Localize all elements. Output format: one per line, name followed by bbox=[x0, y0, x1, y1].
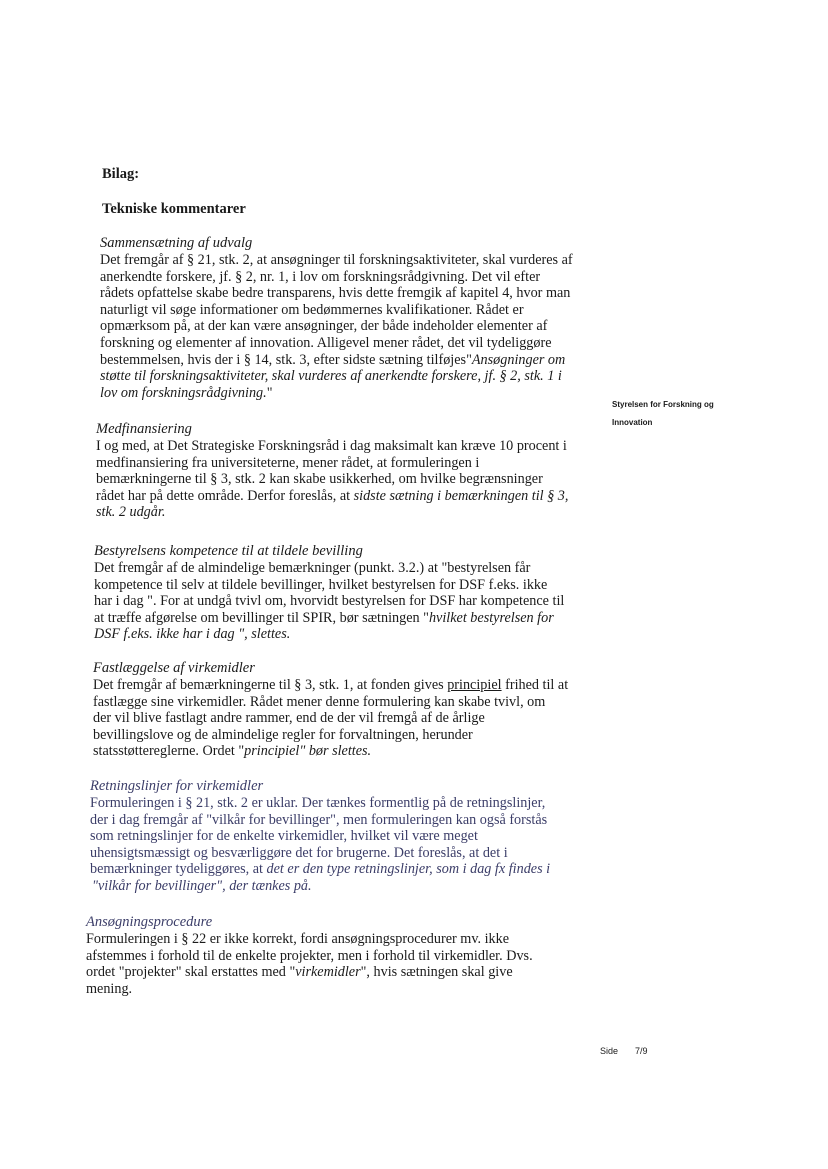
section-line: Det fremgår af bemærkningerne til § 3, stk. 1, at fonden gives principiel frihed til at bbox=[93, 677, 569, 693]
page-label: Side bbox=[600, 1046, 619, 1056]
section-line: ordet "projekter" skal erstattes med "virkemidler", hvis sætningen skal give bbox=[86, 964, 513, 981]
section-line: naturligt vil søge informationer om bedømmernes kvalifikationer. Rådet er bbox=[100, 301, 524, 318]
section-line: støtte til forskningsaktiviteter, skal vurderes af anerkendte forskere, jf. § 2, stk. 1 i bbox=[100, 368, 562, 385]
section-line: DSF f.eks. ikke har i dag ", slettes. bbox=[94, 626, 291, 643]
section-line: fastlægge sine virkemidler. Rådet mener denne formulering kan skabe tvivl, om bbox=[93, 693, 546, 710]
section-line: mening. bbox=[86, 980, 133, 997]
organization-line: Innovation bbox=[612, 418, 653, 427]
section-line: I og med, at Det Strategiske Forskningsråd i dag maksimalt kan kræve 10 procent i bbox=[96, 438, 567, 454]
organization-line: Styrelsen for Forskning og bbox=[612, 400, 714, 409]
section-heading: Retningslinjer for virkemidler bbox=[90, 778, 264, 794]
section-line: at træffe afgørelse om bevillinger til SPIR, bør sætningen "hvilket bestyrelsen for bbox=[94, 609, 554, 626]
section-line: lov om forskningsrådgivning." bbox=[100, 384, 273, 401]
section-line: som retningslinjer for de enkelte virkemidler, hvilket vil være meget bbox=[90, 828, 478, 845]
page-subtitle: Tekniske kommentarer bbox=[102, 201, 246, 217]
page-number: 7/9 bbox=[635, 1046, 648, 1056]
section-line: medfinansiering fra universiteterne, mener rådet, at formuleringen i bbox=[96, 454, 480, 471]
section-line: bemærkninger tydeliggøres, at det er den type retningslinjer, som i dag fx findes i bbox=[90, 861, 551, 878]
section-heading: Bestyrelsens kompetence til at tildele bevilling bbox=[94, 543, 363, 559]
section-line: rådet har på dette område. Derfor foreslås, at sidste sætning i bemærkningen til § 3, bbox=[96, 487, 569, 504]
section-medfinansiering bbox=[96, 421, 568, 521]
section-heading: Sammensætning af udvalg bbox=[100, 235, 253, 251]
page-footer bbox=[600, 1046, 648, 1056]
section-line: bevillingslove og de almindelige regler for forvaltningen, herunder bbox=[93, 726, 473, 743]
section-line: bemærkningerne til § 3, stk. 2 kan skabe usikkerhed, om hvilke begrænsninger bbox=[96, 471, 543, 488]
section-line: Det fremgår af § 21, stk. 2, at ansøgninger til forskningsaktiviteter, skal vurderes af bbox=[100, 252, 573, 268]
section-line: "vilkår for bevillinger", der tænkes på. bbox=[92, 877, 312, 894]
section-line: anerkendte forskere, jf. § 2, nr. 1, i lov om forskningsrådgivning. Det vil efter bbox=[100, 268, 541, 285]
section-line: Det fremgår af de almindelige bemærkninger (punkt. 3.2.) at "bestyrelsen får bbox=[94, 560, 531, 576]
section-line: kompetence til selv at tildele bevillinger, hvilket bestyrelsen for DSF f.eks. ikke bbox=[94, 576, 548, 593]
section-sammensaetning bbox=[100, 235, 573, 401]
section-line: afstemmes i forhold til de enkelte projekter, men i forhold til virkemidler. Dvs. bbox=[86, 947, 533, 964]
section-line: forskning og elementer af innovation. Alligevel mener rådet, det vil tydeliggøre bbox=[100, 334, 552, 351]
section-line: Formuleringen i § 21, stk. 2 er uklar. Der tænkes formentlig på de retningslinjer, bbox=[90, 795, 546, 811]
section-line: opmærksom på, at der kan være ansøgninger, der både indeholder elementer af bbox=[100, 318, 548, 335]
section-heading: Medfinansiering bbox=[96, 421, 192, 437]
page-title: Bilag: bbox=[102, 166, 140, 182]
section-line: bestemmelsen, hvis der i § 14, stk. 3, efter sidste sætning tilføjes"Ansøgninger om bbox=[100, 351, 566, 368]
section-line: der i dag fremgår af "vilkår for bevillinger", men formuleringen kan også forstås bbox=[90, 811, 548, 828]
section-fastlaeggelse bbox=[93, 660, 568, 760]
section-line: har i dag ". For at undgå tvivl om, hvorvidt bestyrelsen for DSF har kompetence til bbox=[94, 593, 565, 610]
section-line: Formuleringen i § 22 er ikke korrekt, fordi ansøgningsprocedurer mv. ikke bbox=[86, 931, 510, 947]
section-line: rådets opfattelse skabe bedre transparens, hvis dette fremgik af kapitel 4, hvor man bbox=[100, 285, 571, 302]
section-ansoegningsprocedure bbox=[86, 914, 533, 997]
section-bestyrelsen bbox=[94, 543, 564, 643]
section-heading: Ansøgningsprocedure bbox=[86, 914, 213, 930]
section-line: uhensigtsmæssigt og besværliggøre det for brugerne. Det foreslås, at det i bbox=[90, 844, 508, 861]
section-line: stk. 2 udgår. bbox=[96, 504, 166, 521]
organization-name bbox=[612, 396, 714, 432]
section-line: der vil blive fastlagt andre rammer, end de der vil fremgå af de årlige bbox=[93, 710, 485, 727]
section-retningslinjer bbox=[90, 778, 550, 895]
section-line: statsstøttereglerne. Ordet "principiel" bør slettes. bbox=[93, 743, 372, 760]
section-heading: Fastlæggelse af virkemidler bbox=[93, 660, 255, 676]
